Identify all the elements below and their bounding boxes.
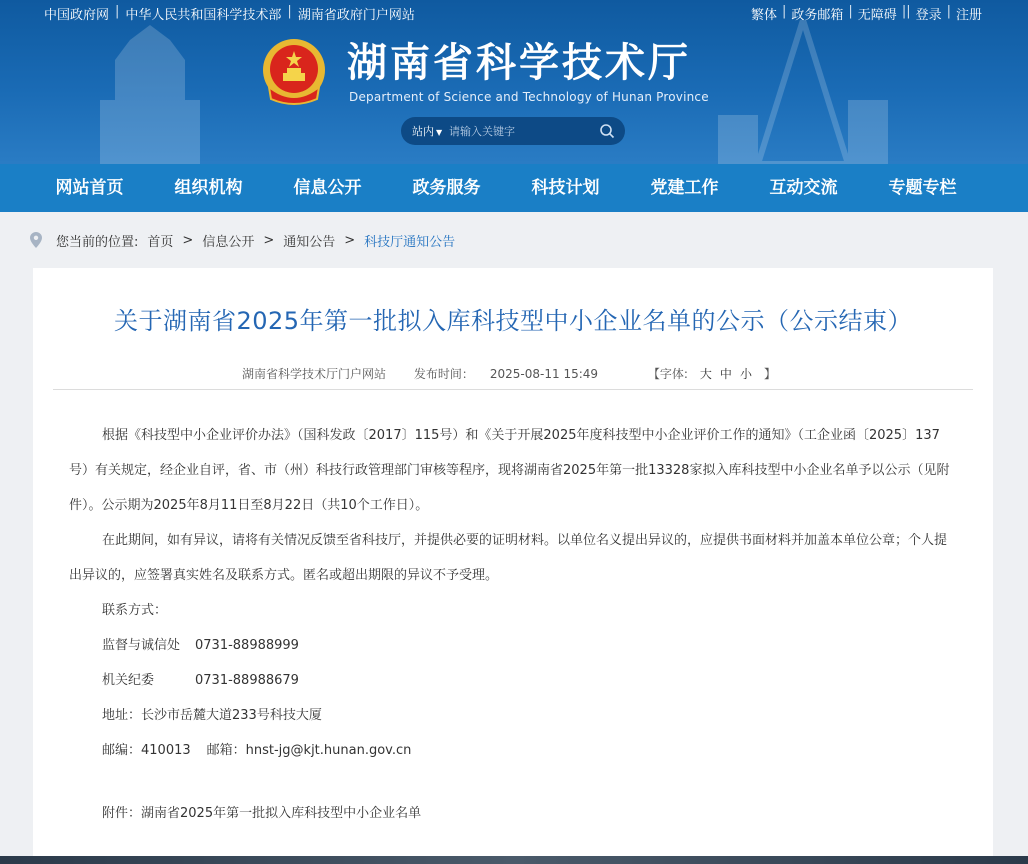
contact-row-1 [69, 628, 959, 663]
font-size-close: 】 [763, 367, 776, 381]
attachment-row [69, 796, 959, 831]
divider: | [115, 4, 120, 19]
publish-time: 2025-08-11 15:49 [489, 367, 599, 381]
nav-organization[interactable]: 组织机构 [174, 178, 243, 198]
divider: | [848, 4, 853, 19]
paragraph-2: 在此期间，如有异议，请将有关情况反馈至省科技厅，并提供必要的证明材料。以单位名义提出异议的，应提供书面材料并加盖本单位公章；个人提出异议的，应签署真实姓名及联系方式。匿名或超出期限的异议不予受理。 [69, 533, 948, 583]
link-china-gov[interactable]: 中国政府网 [44, 8, 110, 23]
divider: || [901, 4, 911, 19]
nav-party-building[interactable]: 党建工作 [650, 178, 719, 198]
search-scope-dropdown[interactable] [401, 123, 449, 139]
search-icon[interactable] [599, 123, 615, 139]
publish-label: 发布时间： [413, 367, 474, 381]
divider: | [782, 4, 787, 19]
article-meta [33, 365, 993, 382]
link-most[interactable]: 中华人民共和国科学技术部 [125, 8, 282, 23]
divider: | [946, 4, 951, 19]
breadcrumb-notices[interactable]: 通知公告 [283, 234, 336, 250]
building-silhouette-right-icon [718, 20, 888, 164]
building-silhouette-left-icon [95, 20, 205, 164]
nav-interaction[interactable]: 互动交流 [769, 178, 838, 198]
font-size-control [640, 367, 784, 381]
caret-down-icon: ▼ [436, 128, 443, 137]
font-size-label: 【字体: [647, 367, 688, 381]
link-hunan-gov[interactable]: 湖南省政府门户网站 [297, 8, 415, 23]
link-gov-mail[interactable]: 政务邮箱 [791, 8, 844, 23]
location-pin-icon [30, 232, 42, 248]
link-traditional[interactable]: 繁体 [750, 8, 777, 23]
article-title: 关于湖南省2025年第一批拟入库科技型中小企业名单的公示（公示结束） [113, 307, 913, 335]
contact-label: 联系方式： [102, 603, 168, 618]
breadcrumb-separator: > [263, 232, 275, 248]
search-input[interactable] [449, 125, 589, 138]
link-login[interactable]: 登录 [915, 8, 942, 23]
contact-phone: 0731-88988999 [195, 638, 299, 653]
address: 地址：长沙市岳麓大道233号科技大厦 [102, 708, 322, 723]
meta-divider [53, 389, 973, 390]
link-register[interactable]: 注册 [955, 8, 982, 23]
postal-email-row [69, 733, 959, 768]
attachment-label: 附件： [102, 806, 142, 821]
site-title: 湖南省科学技术厅 [347, 40, 691, 86]
font-medium-button[interactable]: 中 [719, 367, 732, 381]
breadcrumb-separator: > [182, 232, 194, 248]
font-small-button[interactable]: 小 [739, 367, 752, 381]
breadcrumb-current[interactable]: 科技厅通知公告 [364, 234, 456, 250]
article-card [33, 268, 993, 864]
page-bottom-edge [0, 856, 1028, 864]
nav-gov-services[interactable]: 政务服务 [412, 178, 481, 198]
breadcrumb-separator: > [344, 232, 356, 248]
contact-phone: 0731-88988679 [195, 673, 299, 688]
nav-info-disclosure[interactable]: 信息公开 [293, 178, 362, 198]
nav-home[interactable]: 网站首页 [55, 178, 124, 198]
publish-info [406, 367, 606, 381]
site-header [0, 0, 1028, 164]
breadcrumb-home[interactable]: 首页 [147, 234, 174, 250]
contact-name: 机关纪委 [102, 673, 155, 688]
national-emblem-icon [261, 37, 327, 107]
attachment-link[interactable]: 湖南省2025年第一批拟入库科技型中小企业名单 [141, 806, 422, 821]
breadcrumb-info-disclosure[interactable]: 信息公开 [202, 234, 255, 250]
article-body [69, 418, 959, 831]
site-subtitle: Department of Science and Technology of Hunan Province [349, 90, 709, 104]
search-scope-label: 站内 [412, 125, 434, 138]
email: 邮箱：hnst-jg@kjt.hunan.gov.cn [206, 743, 412, 758]
breadcrumb-prefix: 您当前的位置: [56, 234, 139, 250]
nav-special-topics[interactable]: 专题专栏 [888, 178, 957, 198]
contact-name: 监督与诚信处 [102, 638, 181, 653]
contact-row-2 [69, 663, 959, 698]
nav-sci-tech-plan[interactable]: 科技计划 [531, 178, 600, 198]
postcode: 邮编：410013 [102, 743, 191, 758]
top-utility-bar [0, 0, 1028, 24]
spacer [69, 768, 959, 796]
search-box [401, 117, 625, 145]
divider: | [287, 4, 292, 19]
link-accessibility[interactable]: 无障碍 [857, 8, 897, 23]
paragraph-1: 根据《科技型中小企业评价办法》（国科发政〔2017〕115号）和《关于开展2025年度科技型中小企业评价工作的通知》（工企业函〔2025〕137号）有关规定，经企业自评，省、市（州）科技行政管理部门审核等程序，现将湖南省2025年第一批13328家拟入库科技型中小企业名单予以公示（见附件）。公示期为2025年8月11日至8月22日（共10个工作日）。 [69, 428, 950, 513]
article-source: 湖南省科学技术厅门户网站 [242, 367, 387, 381]
breadcrumb [30, 230, 464, 250]
font-large-button[interactable]: 大 [699, 367, 712, 381]
main-nav [0, 164, 1028, 212]
